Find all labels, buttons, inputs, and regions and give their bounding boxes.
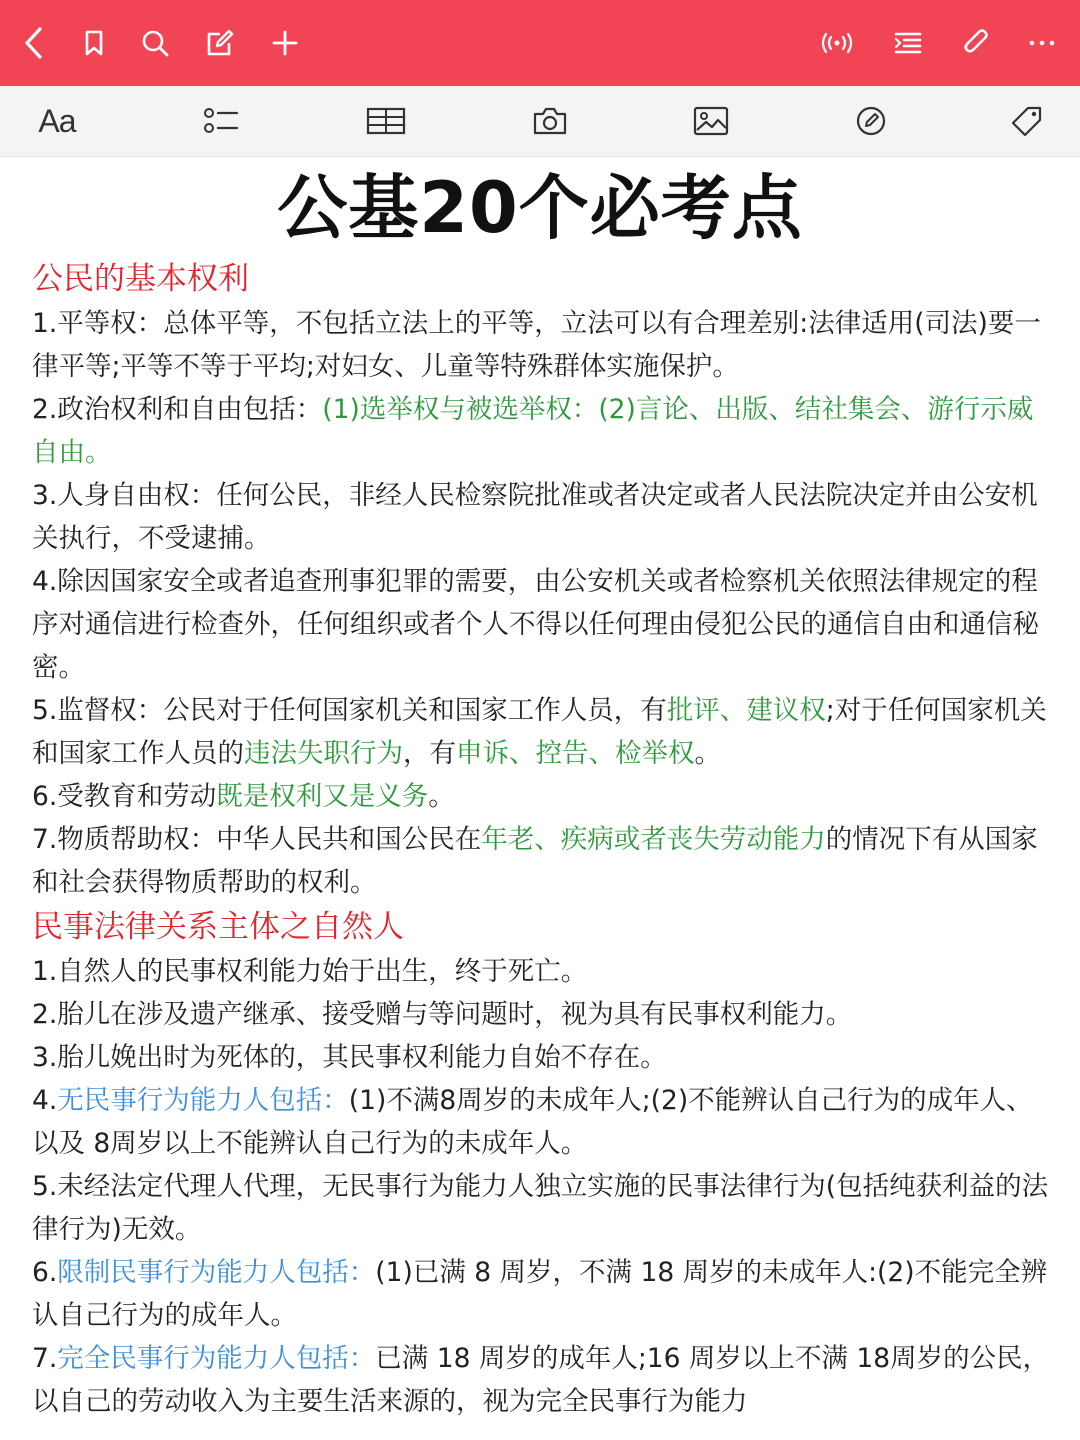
note-paragraph xyxy=(32,1251,1052,1337)
tag-icon[interactable] xyxy=(1004,100,1050,142)
text-run: 3.胎儿娩出时为死体的，其民事权利能力自始不存在。 xyxy=(32,1042,667,1073)
text-run: 7.物质帮助权：中华人民共和国公民在 xyxy=(32,824,482,855)
back-icon[interactable] xyxy=(14,22,56,64)
note-paragraph xyxy=(32,993,1052,1036)
format-toolbar xyxy=(0,86,1080,157)
highlight-green: 年老、疾病或者丧失劳动能力 xyxy=(481,824,826,855)
note-paragraph xyxy=(32,775,1052,818)
highlight-green: (1)选举权与被选举权：(2)言论、出版、结社集会、游行示威自由。 xyxy=(32,394,1034,468)
note-body xyxy=(32,256,1052,1423)
highlight-green: 申诉、控告、检举权 xyxy=(456,738,695,769)
note-paragraph xyxy=(32,560,1052,689)
text-run: (1)不满8周岁的未成年人;(2)不能辨认自己行为的成年人、以及 8周岁以上不能辨认自己行为的未成年人。 xyxy=(32,1085,1033,1159)
text-run: 。 xyxy=(428,781,455,812)
text-run: ，有 xyxy=(403,738,456,769)
highlight-green: 批评、建议权 xyxy=(666,695,826,726)
text-run: 1.平等权：总体平等，不包括立法上的平等，立法可以有合理差别:法律适用(司法)要一律平等;平等不等于平均;对妇女、儿童等特殊群体实施保护。 xyxy=(32,308,1041,382)
text-run: 3.人身自由权：任何公民，非经人民检察院批准或者决定或者人民法院决定并由公安机关执行，不受逮捕。 xyxy=(32,480,1038,554)
table-icon[interactable] xyxy=(363,100,409,142)
text-run: 2.胎儿在涉及遗产继承、接受赠与等问题时，视为具有民事权利能力。 xyxy=(32,999,853,1030)
note-paragraph xyxy=(32,1165,1052,1251)
list-icon[interactable] xyxy=(887,22,929,64)
highlight-green: 违法失职行为 xyxy=(244,738,403,769)
text-run: ;对于任何国家机关和国家工作人员的 xyxy=(32,695,1047,769)
highlight-blue: 完全民事行为能力人包括： xyxy=(57,1343,376,1374)
note-paragraph xyxy=(32,1337,1052,1423)
text-run: 6.受教育和劳动 xyxy=(32,781,217,812)
camera-icon[interactable] xyxy=(527,100,573,142)
checklist-icon[interactable] xyxy=(198,100,244,142)
page-title: 公基20个必考点 xyxy=(277,167,803,249)
bookmark-icon[interactable] xyxy=(73,22,115,64)
text-run: 7. xyxy=(32,1343,58,1374)
text-run: 2.政治权利和自由包括： xyxy=(32,394,323,425)
plus-icon[interactable] xyxy=(264,22,306,64)
font-label: Aa xyxy=(38,102,76,139)
note-paragraph xyxy=(32,689,1052,775)
text-run: 1.自然人的民事权利能力始于出生，终于死亡。 xyxy=(32,956,588,987)
text-run: 的情况下有从国家和社会获得物质帮助的权利。 xyxy=(32,824,1038,898)
text-run: 6. xyxy=(32,1257,58,1288)
section-heading: 民事法律关系主体之自然人 xyxy=(32,909,404,945)
note-paragraph xyxy=(32,474,1052,560)
top-bar xyxy=(0,0,1080,86)
note-paragraph xyxy=(32,1036,1052,1079)
search-icon[interactable] xyxy=(134,22,176,64)
text-run: 。 xyxy=(694,738,721,769)
font-icon[interactable] xyxy=(34,100,80,142)
attachment-icon[interactable] xyxy=(955,22,997,64)
text-run: 已满 18 周岁的成年人;16 周岁以上不满 18周岁的公民，以自己的劳动收入为主要生活来源的，视为完全民事行为能力 xyxy=(32,1343,1050,1417)
text-run: 5.监督权：公民对于任何国家机关和国家工作人员，有 xyxy=(32,695,667,726)
image-icon[interactable] xyxy=(688,100,734,142)
more-icon[interactable] xyxy=(1021,22,1063,64)
highlight-blue: 限制民事行为能力人包括： xyxy=(57,1257,376,1288)
sketch-icon[interactable] xyxy=(848,100,894,142)
note-paragraph xyxy=(32,950,1052,993)
text-run: (1)已满 8 周岁，不满 18 周岁的未成年人:(2)不能完全辨认自己行为的成年人。 xyxy=(32,1257,1048,1331)
note-paragraph xyxy=(32,388,1052,474)
section-heading: 公民的基本权利 xyxy=(32,261,249,297)
text-run: 5.未经法定代理人代理，无民事行为能力人独立实施的民事法律行为(包括纯获利益的法律行为)无效。 xyxy=(32,1171,1049,1245)
note-paragraph xyxy=(32,1079,1052,1165)
text-run: 4. xyxy=(32,1085,58,1116)
note-paragraph xyxy=(32,818,1052,904)
edit-icon[interactable] xyxy=(199,22,241,64)
text-run: 4.除因国家安全或者追查刑事犯罪的需要，由公安机关或者检察机关依照法律规定的程序对通信进行检查外，任何组织或者个人不得以任何理由侵犯公民的通信自由和通信秘密。 xyxy=(32,566,1039,683)
highlight-green: 既是权利又是义务 xyxy=(216,781,429,812)
note-paragraph xyxy=(32,302,1052,388)
highlight-blue: 无民事行为能力人包括： xyxy=(57,1085,349,1116)
audio-icon[interactable] xyxy=(816,22,858,64)
